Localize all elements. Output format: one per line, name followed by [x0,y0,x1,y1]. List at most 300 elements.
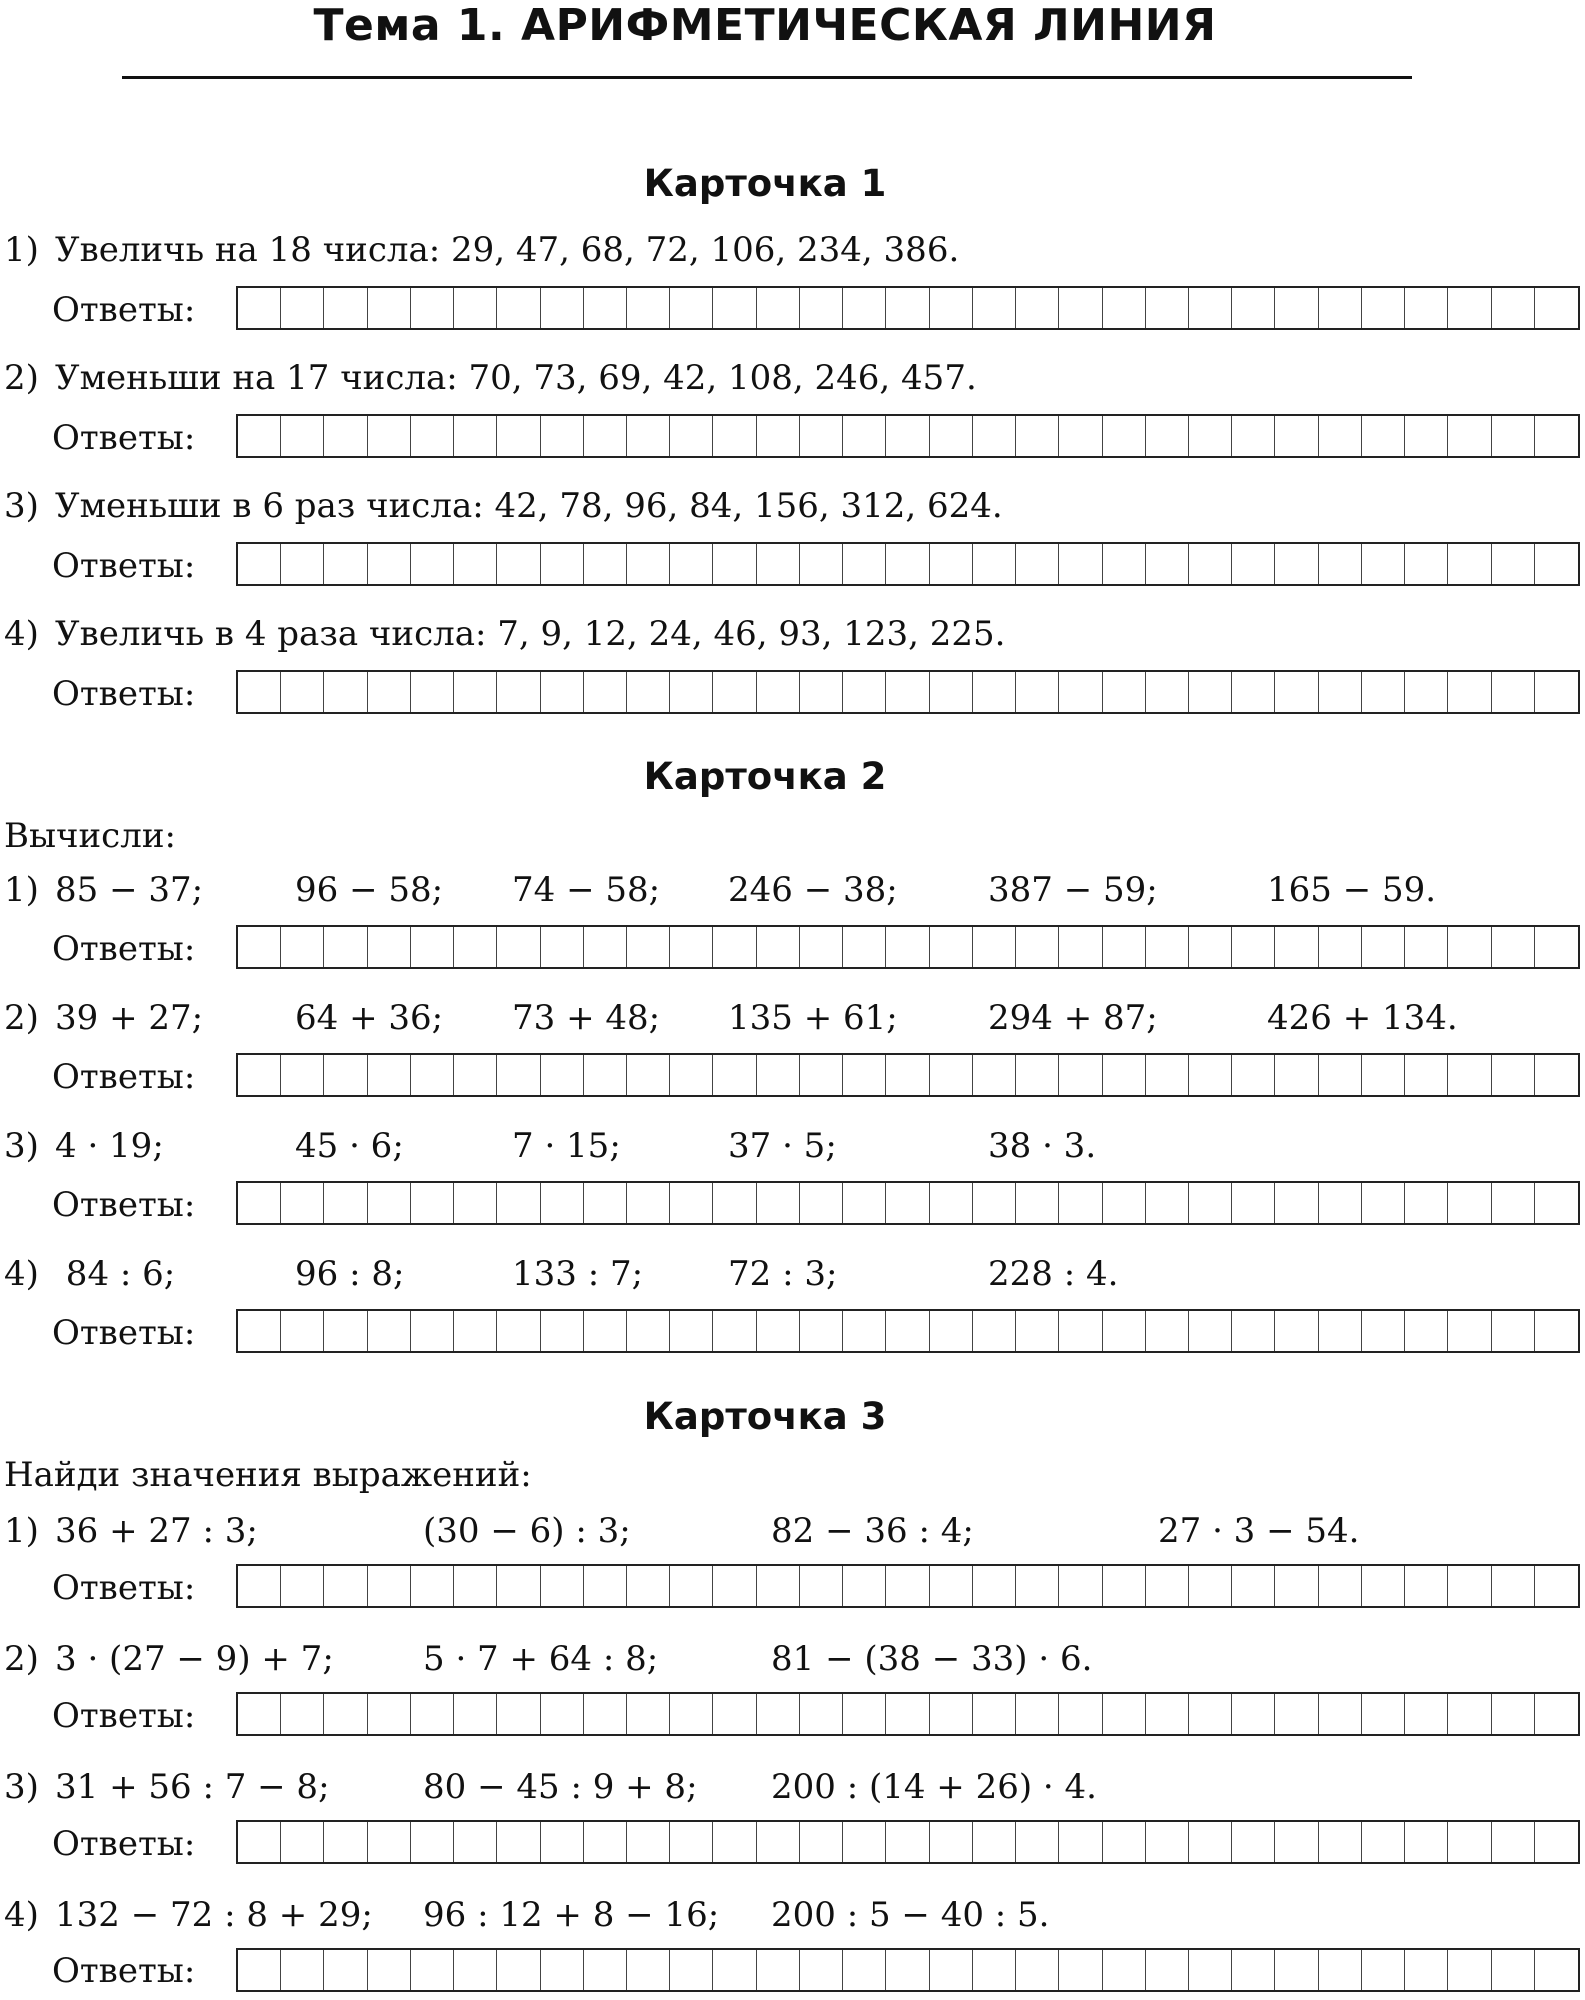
answer-cell[interactable] [843,1694,886,1734]
answer-cell[interactable] [541,1950,584,1990]
answer-cell[interactable] [281,1694,324,1734]
answer-cell[interactable] [1103,1694,1146,1734]
answer-cell[interactable] [1275,416,1318,456]
answer-cell[interactable] [1405,1055,1448,1095]
answer-cell[interactable] [973,1055,1016,1095]
answer-cell[interactable] [368,1950,411,1990]
answer-cell[interactable] [1535,544,1578,584]
card-1-task-1-answer-grid[interactable] [236,286,1580,330]
answer-cell[interactable] [238,416,281,456]
answer-cell[interactable] [886,544,929,584]
answer-cell[interactable] [368,1183,411,1223]
answer-cell[interactable] [1448,1055,1491,1095]
answer-cell[interactable] [454,1950,497,1990]
answer-cell[interactable] [1362,416,1405,456]
answer-cell[interactable] [800,1822,843,1862]
answer-cell[interactable] [324,1822,367,1862]
card-3-task-4-answer-grid[interactable] [236,1948,1580,1992]
answer-cell[interactable] [1319,1055,1362,1095]
answer-cell[interactable] [1232,1311,1275,1351]
answer-cell[interactable] [1405,1183,1448,1223]
answer-cell[interactable] [1535,1311,1578,1351]
answer-cell[interactable] [1189,1311,1232,1351]
answer-cell[interactable] [757,927,800,967]
answer-cell[interactable] [1492,1055,1535,1095]
answer-cell[interactable] [1448,1950,1491,1990]
answer-cell[interactable] [1016,1311,1059,1351]
answer-cell[interactable] [1016,1822,1059,1862]
card-1-task-4-answer-grid[interactable] [236,670,1580,714]
answer-cell[interactable] [1405,1566,1448,1606]
answer-cell[interactable] [1146,672,1189,712]
answer-cell[interactable] [886,416,929,456]
answer-cell[interactable] [1275,1183,1318,1223]
answer-cell[interactable] [1103,927,1146,967]
answer-cell[interactable] [541,544,584,584]
answer-cell[interactable] [1275,544,1318,584]
answer-cell[interactable] [541,1183,584,1223]
answer-cell[interactable] [1362,1950,1405,1990]
answer-cell[interactable] [843,416,886,456]
answer-cell[interactable] [1103,1311,1146,1351]
answer-cell[interactable] [238,1183,281,1223]
answer-cell[interactable] [800,927,843,967]
answer-cell[interactable] [1448,927,1491,967]
answer-cell[interactable] [368,672,411,712]
answer-cell[interactable] [281,1822,324,1862]
answer-cell[interactable] [497,288,540,328]
answer-cell[interactable] [1362,1183,1405,1223]
answer-cell[interactable] [1535,1183,1578,1223]
answer-cell[interactable] [1016,416,1059,456]
answer-cell[interactable] [1319,1566,1362,1606]
answer-cell[interactable] [670,672,713,712]
answer-cell[interactable] [368,1694,411,1734]
answer-cell[interactable] [238,544,281,584]
answer-cell[interactable] [973,1183,1016,1223]
answer-cell[interactable] [411,416,454,456]
answer-cell[interactable] [843,927,886,967]
answer-cell[interactable] [1059,288,1102,328]
answer-cell[interactable] [281,1183,324,1223]
answer-cell[interactable] [1319,1822,1362,1862]
answer-cell[interactable] [1232,1566,1275,1606]
answer-cell[interactable] [627,1566,670,1606]
answer-cell[interactable] [497,1694,540,1734]
answer-cell[interactable] [1535,416,1578,456]
answer-cell[interactable] [1405,1822,1448,1862]
answer-cell[interactable] [324,1055,367,1095]
answer-cell[interactable] [843,1822,886,1862]
answer-cell[interactable] [757,672,800,712]
answer-cell[interactable] [584,672,627,712]
answer-cell[interactable] [281,288,324,328]
answer-cell[interactable] [1275,1950,1318,1990]
answer-cell[interactable] [930,927,973,967]
answer-cell[interactable] [1189,1566,1232,1606]
answer-cell[interactable] [1535,1950,1578,1990]
answer-cell[interactable] [1275,1566,1318,1606]
answer-cell[interactable] [973,927,1016,967]
answer-cell[interactable] [1448,288,1491,328]
answer-cell[interactable] [541,1311,584,1351]
answer-cell[interactable] [627,1055,670,1095]
answer-cell[interactable] [1059,1822,1102,1862]
answer-cell[interactable] [1146,1311,1189,1351]
answer-cell[interactable] [886,1183,929,1223]
answer-cell[interactable] [843,1950,886,1990]
answer-cell[interactable] [411,1055,454,1095]
answer-cell[interactable] [497,927,540,967]
answer-cell[interactable] [627,672,670,712]
answer-cell[interactable] [411,1694,454,1734]
answer-cell[interactable] [584,544,627,584]
answer-cell[interactable] [584,1694,627,1734]
answer-cell[interactable] [454,927,497,967]
answer-cell[interactable] [411,288,454,328]
answer-cell[interactable] [757,1566,800,1606]
answer-cell[interactable] [1016,544,1059,584]
answer-cell[interactable] [1189,416,1232,456]
answer-cell[interactable] [1189,927,1232,967]
answer-cell[interactable] [411,672,454,712]
answer-cell[interactable] [324,1566,367,1606]
answer-cell[interactable] [324,1694,367,1734]
answer-cell[interactable] [1103,288,1146,328]
answer-cell[interactable] [238,1950,281,1990]
answer-cell[interactable] [1362,1311,1405,1351]
answer-cell[interactable] [541,288,584,328]
answer-cell[interactable] [238,1694,281,1734]
answer-cell[interactable] [1146,1694,1189,1734]
answer-cell[interactable] [238,1055,281,1095]
answer-cell[interactable] [1103,1950,1146,1990]
answer-cell[interactable] [1535,288,1578,328]
answer-cell[interactable] [757,1183,800,1223]
answer-cell[interactable] [1103,672,1146,712]
answer-cell[interactable] [757,416,800,456]
answer-cell[interactable] [541,1822,584,1862]
answer-cell[interactable] [1016,288,1059,328]
answer-cell[interactable] [1146,1055,1189,1095]
answer-cell[interactable] [411,544,454,584]
answer-cell[interactable] [454,672,497,712]
answer-cell[interactable] [1232,288,1275,328]
answer-cell[interactable] [454,416,497,456]
answer-cell[interactable] [930,1311,973,1351]
answer-cell[interactable] [1319,416,1362,456]
answer-cell[interactable] [1405,544,1448,584]
answer-cell[interactable] [281,1950,324,1990]
answer-cell[interactable] [930,672,973,712]
answer-cell[interactable] [238,672,281,712]
answer-cell[interactable] [930,1566,973,1606]
answer-cell[interactable] [713,416,756,456]
answer-cell[interactable] [713,1183,756,1223]
answer-cell[interactable] [584,1311,627,1351]
answer-cell[interactable] [757,1950,800,1990]
answer-cell[interactable] [1059,1055,1102,1095]
answer-cell[interactable] [886,672,929,712]
answer-cell[interactable] [454,288,497,328]
answer-cell[interactable] [1189,1822,1232,1862]
answer-cell[interactable] [930,288,973,328]
answer-cell[interactable] [368,1311,411,1351]
answer-cell[interactable] [1232,1694,1275,1734]
answer-cell[interactable] [1146,927,1189,967]
answer-cell[interactable] [411,1311,454,1351]
answer-cell[interactable] [541,416,584,456]
card-2-task-1-answer-grid[interactable] [236,925,1580,969]
answer-cell[interactable] [497,672,540,712]
answer-cell[interactable] [1232,416,1275,456]
answer-cell[interactable] [281,544,324,584]
answer-cell[interactable] [670,288,713,328]
answer-cell[interactable] [886,1311,929,1351]
answer-cell[interactable] [713,1055,756,1095]
answer-cell[interactable] [238,1822,281,1862]
answer-cell[interactable] [281,1311,324,1351]
answer-cell[interactable] [757,288,800,328]
answer-cell[interactable] [930,1694,973,1734]
answer-cell[interactable] [886,1822,929,1862]
answer-cell[interactable] [627,1311,670,1351]
answer-cell[interactable] [713,1950,756,1990]
answer-cell[interactable] [584,1055,627,1095]
answer-cell[interactable] [454,1055,497,1095]
answer-cell[interactable] [670,1822,713,1862]
answer-cell[interactable] [368,927,411,967]
answer-cell[interactable] [1492,927,1535,967]
answer-cell[interactable] [843,672,886,712]
answer-cell[interactable] [1319,1950,1362,1990]
answer-cell[interactable] [670,1311,713,1351]
answer-cell[interactable] [541,927,584,967]
answer-cell[interactable] [1059,1566,1102,1606]
answer-cell[interactable] [1232,1950,1275,1990]
answer-cell[interactable] [411,1566,454,1606]
answer-cell[interactable] [1275,1822,1318,1862]
answer-cell[interactable] [1016,927,1059,967]
answer-cell[interactable] [281,1055,324,1095]
answer-cell[interactable] [1405,1950,1448,1990]
answer-cell[interactable] [324,416,367,456]
answer-cell[interactable] [713,1694,756,1734]
answer-cell[interactable] [1362,927,1405,967]
answer-cell[interactable] [584,1566,627,1606]
answer-cell[interactable] [497,544,540,584]
answer-cell[interactable] [627,1694,670,1734]
answer-cell[interactable] [1535,1055,1578,1095]
answer-cell[interactable] [1535,1566,1578,1606]
answer-cell[interactable] [1535,1694,1578,1734]
answer-cell[interactable] [670,544,713,584]
card-3-task-1-answer-grid[interactable] [236,1564,1580,1608]
answer-cell[interactable] [930,1822,973,1862]
answer-cell[interactable] [411,1950,454,1990]
answer-cell[interactable] [497,1055,540,1095]
answer-cell[interactable] [1448,1311,1491,1351]
answer-cell[interactable] [324,1311,367,1351]
answer-cell[interactable] [368,288,411,328]
answer-cell[interactable] [324,672,367,712]
answer-cell[interactable] [800,1055,843,1095]
answer-cell[interactable] [1535,1822,1578,1862]
answer-cell[interactable] [843,288,886,328]
answer-cell[interactable] [1319,1311,1362,1351]
answer-cell[interactable] [1232,1055,1275,1095]
answer-cell[interactable] [930,1183,973,1223]
answer-cell[interactable] [1146,1566,1189,1606]
answer-cell[interactable] [973,288,1016,328]
answer-cell[interactable] [454,1822,497,1862]
answer-cell[interactable] [843,1055,886,1095]
answer-cell[interactable] [973,544,1016,584]
answer-cell[interactable] [973,1311,1016,1351]
answer-cell[interactable] [497,416,540,456]
answer-cell[interactable] [1016,1566,1059,1606]
answer-cell[interactable] [368,1566,411,1606]
answer-cell[interactable] [670,1694,713,1734]
answer-cell[interactable] [1405,1694,1448,1734]
answer-cell[interactable] [1362,672,1405,712]
answer-cell[interactable] [1405,1311,1448,1351]
answer-cell[interactable] [1448,1694,1491,1734]
card-2-task-2-answer-grid[interactable] [236,1053,1580,1097]
answer-cell[interactable] [713,1822,756,1862]
answer-cell[interactable] [1362,1694,1405,1734]
answer-cell[interactable] [1189,288,1232,328]
answer-cell[interactable] [1448,672,1491,712]
answer-cell[interactable] [584,1822,627,1862]
card-2-task-4-answer-grid[interactable] [236,1309,1580,1353]
answer-cell[interactable] [1016,1694,1059,1734]
answer-cell[interactable] [886,1694,929,1734]
answer-cell[interactable] [1103,1183,1146,1223]
answer-cell[interactable] [757,1055,800,1095]
answer-cell[interactable] [1275,1694,1318,1734]
answer-cell[interactable] [886,1950,929,1990]
card-3-task-2-answer-grid[interactable] [236,1692,1580,1736]
answer-cell[interactable] [627,416,670,456]
answer-cell[interactable] [886,1055,929,1095]
answer-cell[interactable] [324,927,367,967]
answer-cell[interactable] [713,927,756,967]
answer-cell[interactable] [1103,1822,1146,1862]
answer-cell[interactable] [670,1566,713,1606]
answer-cell[interactable] [800,288,843,328]
answer-cell[interactable] [497,1566,540,1606]
answer-cell[interactable] [454,1311,497,1351]
answer-cell[interactable] [930,544,973,584]
answer-cell[interactable] [497,1311,540,1351]
answer-cell[interactable] [670,1950,713,1990]
answer-cell[interactable] [627,288,670,328]
answer-cell[interactable] [1059,1694,1102,1734]
answer-cell[interactable] [843,1183,886,1223]
answer-cell[interactable] [368,1822,411,1862]
answer-cell[interactable] [238,1566,281,1606]
answer-cell[interactable] [1059,672,1102,712]
answer-cell[interactable] [541,1694,584,1734]
answer-cell[interactable] [584,288,627,328]
answer-cell[interactable] [973,1822,1016,1862]
answer-cell[interactable] [1232,544,1275,584]
answer-cell[interactable] [670,416,713,456]
answer-cell[interactable] [843,1566,886,1606]
card-3-task-3-answer-grid[interactable] [236,1820,1580,1864]
answer-cell[interactable] [1319,1183,1362,1223]
answer-cell[interactable] [1362,1822,1405,1862]
answer-cell[interactable] [1189,1694,1232,1734]
answer-cell[interactable] [713,544,756,584]
answer-cell[interactable] [497,1183,540,1223]
answer-cell[interactable] [843,1311,886,1351]
answer-cell[interactable] [1362,288,1405,328]
answer-cell[interactable] [973,672,1016,712]
answer-cell[interactable] [238,288,281,328]
answer-cell[interactable] [886,1566,929,1606]
answer-cell[interactable] [1232,672,1275,712]
answer-cell[interactable] [886,288,929,328]
answer-cell[interactable] [1405,672,1448,712]
answer-cell[interactable] [1405,288,1448,328]
answer-cell[interactable] [454,1183,497,1223]
answer-cell[interactable] [800,416,843,456]
answer-cell[interactable] [930,416,973,456]
answer-cell[interactable] [1016,672,1059,712]
answer-cell[interactable] [454,1694,497,1734]
answer-cell[interactable] [1275,288,1318,328]
answer-cell[interactable] [973,1566,1016,1606]
answer-cell[interactable] [584,1183,627,1223]
answer-cell[interactable] [1146,288,1189,328]
answer-cell[interactable] [1405,416,1448,456]
answer-cell[interactable] [1275,672,1318,712]
answer-cell[interactable] [1146,416,1189,456]
answer-cell[interactable] [238,1311,281,1351]
card-2-task-3-answer-grid[interactable] [236,1181,1580,1225]
answer-cell[interactable] [1492,672,1535,712]
answer-cell[interactable] [1146,1950,1189,1990]
answer-cell[interactable] [584,1950,627,1990]
answer-cell[interactable] [1103,544,1146,584]
answer-cell[interactable] [1275,1055,1318,1095]
answer-cell[interactable] [1492,1822,1535,1862]
answer-cell[interactable] [1189,544,1232,584]
answer-cell[interactable] [1103,416,1146,456]
answer-cell[interactable] [1189,1950,1232,1990]
answer-cell[interactable] [627,1822,670,1862]
answer-cell[interactable] [1146,1822,1189,1862]
answer-cell[interactable] [1492,1183,1535,1223]
answer-cell[interactable] [973,416,1016,456]
answer-cell[interactable] [281,416,324,456]
answer-cell[interactable] [670,1055,713,1095]
answer-cell[interactable] [454,1566,497,1606]
answer-cell[interactable] [368,416,411,456]
answer-cell[interactable] [627,1950,670,1990]
answer-cell[interactable] [324,1950,367,1990]
answer-cell[interactable] [1319,288,1362,328]
answer-cell[interactable] [886,927,929,967]
answer-cell[interactable] [930,1950,973,1990]
answer-cell[interactable] [584,416,627,456]
answer-cell[interactable] [713,288,756,328]
answer-cell[interactable] [1448,1822,1491,1862]
answer-cell[interactable] [843,544,886,584]
answer-cell[interactable] [1189,672,1232,712]
